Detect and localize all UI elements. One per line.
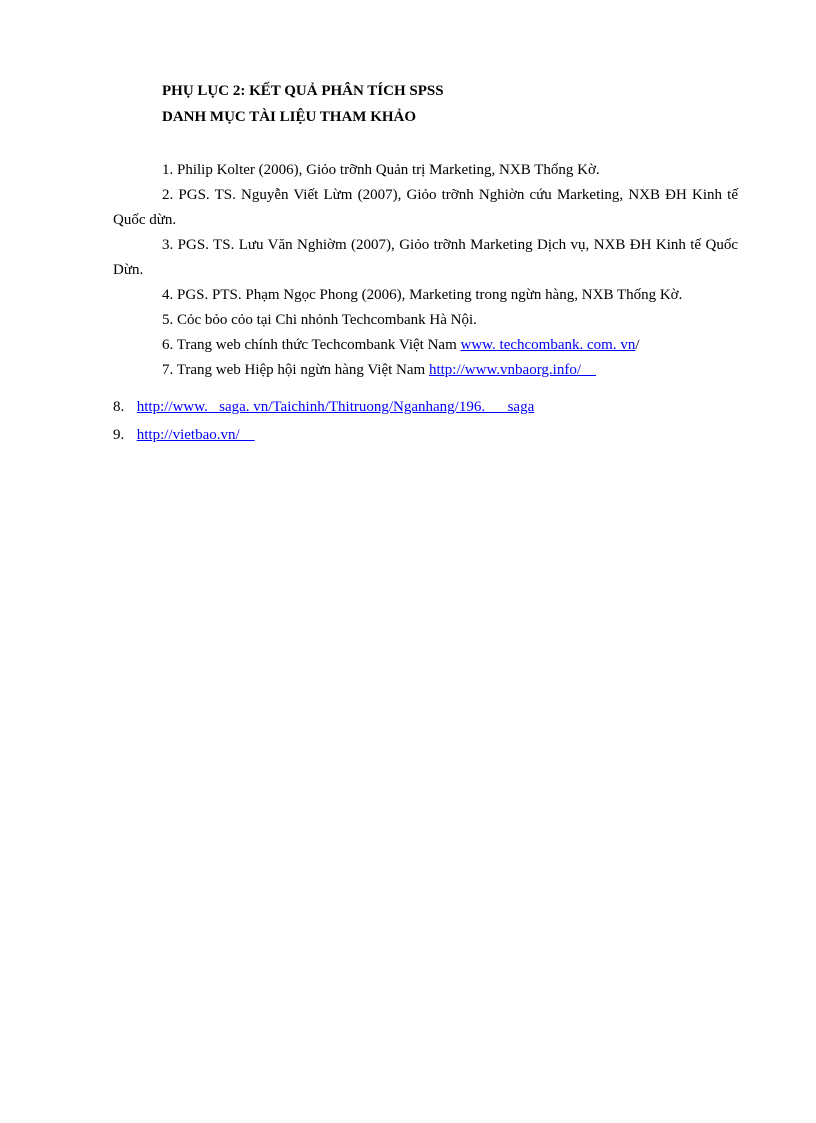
reference-number: 8. — [113, 399, 125, 415]
vnba-link[interactable]: http://www.vnbaorg.info/ — [428, 362, 597, 378]
appendix-heading: PHỤ LỤC 2: KẾT QUẢ PHÂN TÍCH SPSS — [162, 83, 444, 99]
references-heading: DANH MỤC TÀI LIỆU THAM KHẢO — [162, 109, 417, 125]
reference-item-7 — [113, 358, 738, 383]
reference-text: 2. PGS. TS. Nguyễn Viết Lừm (2007), Giỏo trỡnh Nghiờn cứu Marketing, NXB ĐH Kinh tế Quốc dừn. — [113, 187, 738, 228]
vietbao-link[interactable]: http://vietbao.vn/ — [136, 427, 255, 443]
reference-item-8 — [113, 398, 534, 416]
reference-item-6 — [113, 333, 738, 358]
reference-item-3 — [113, 233, 738, 283]
saga-link[interactable]: http://www. saga. vn/Taichinh/Thitruong/Nganhang/196. saga — [136, 399, 535, 415]
techcombank-link[interactable]: www. techcombank. com. vn — [460, 337, 636, 353]
reference-text: 3. PGS. TS. Lưu Văn Nghiờm (2007), Giỏo trỡnh Marketing Dịch vụ, NXB ĐH Kinh tế Quốc Dừn. — [113, 237, 738, 278]
reference-text: 1. Philip Kolter (2006), Giỏo trỡnh Quản trị Marketing, NXB Thống Kờ. — [162, 162, 600, 178]
reference-item-1 — [113, 158, 738, 183]
reference-item-2 — [113, 183, 738, 233]
reference-text: 6. Trang web chính thức Techcombank Việt Nam — [162, 337, 461, 353]
reference-list — [113, 158, 738, 383]
reference-item-5 — [113, 308, 738, 333]
reference-text: 5. Cỏc bỏo cỏo tại Chi nhỏnh Techcombank Hà Nội. — [162, 312, 477, 328]
reference-text: 7. Trang web Hiệp hội ngừn hàng Việt Nam — [162, 362, 429, 378]
reference-text-suffix: / — [635, 337, 640, 353]
reference-number: 9. — [113, 427, 125, 443]
reference-item-4 — [113, 283, 738, 308]
reference-item-9 — [113, 426, 255, 444]
reference-text: 4. PGS. PTS. Phạm Ngọc Phong (2006), Marketing trong ngừn hàng, NXB Thống Kờ. — [162, 287, 683, 303]
